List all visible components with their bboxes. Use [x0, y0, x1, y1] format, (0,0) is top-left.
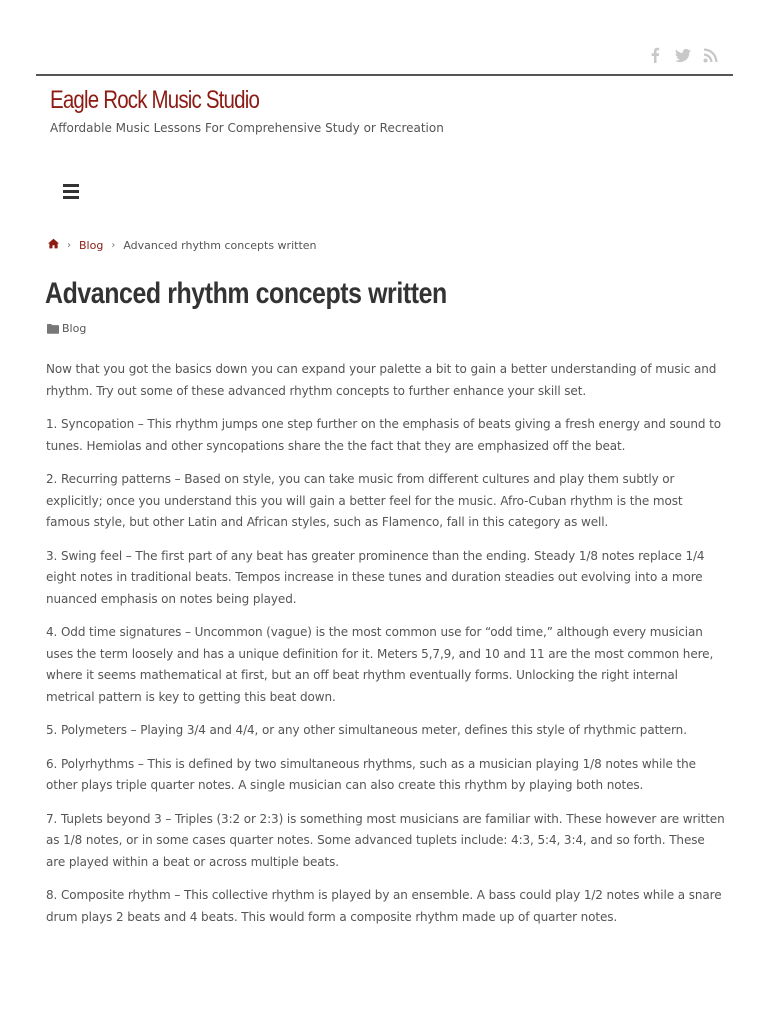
rss-icon[interactable]: [702, 46, 720, 64]
site-title[interactable]: Eagle Rock Music Studio: [50, 86, 260, 114]
hamburger-bar: [63, 190, 79, 193]
chevron-right-icon: ›: [111, 239, 116, 251]
hamburger-bar: [63, 184, 79, 187]
post-paragraph: Now that you got the basics down you can expand your palette a bit to gain a better understanding of music and rhythm. Try out some of these advanced rhythm concepts to further enhance your skill set.: [46, 362, 717, 398]
header-divider: [36, 74, 733, 76]
home-icon[interactable]: [48, 238, 59, 252]
post-paragraph: 8. Composite rhythm – This collective rhythm is played by an ensemble. A bass could play 1/2 notes while a snare drum plays 2 beats and 4 beats. This would form a composite rhythm made up of quarter notes.: [46, 888, 722, 924]
post-paragraph: 3. Swing feel – The first part of any beat has greater prominence than the ending. Steady 1/8 notes replace 1/4 eight notes in traditional beats. Tempos increase in these tunes and duration steadies out evolving into a more nuanced emphasis on notes being played.: [46, 548, 705, 606]
post-paragraph: 7. Tuplets beyond 3 – Triples (3:2 or 2:3) is something most musicians are familiar with. These however are written as 1/8 notes, or in some cases quarter notes. Some advanced tuplets include: 4:3, 5:4, 3:4, and so forth. These are played within a beat or across multiple beats.: [46, 811, 725, 869]
page-title: Advanced rhythm concepts written: [45, 277, 447, 310]
post-paragraph: 4. Odd time signatures – Uncommon (vague) is the most common use for “odd time,” although every musician uses the term loosely and has a unique definition for it. Meters 5,7,9, and 10 and 11 are the most common here, where it seems mathematical at first, but an off beat rhythm eventually forms. Unlocking the right internal metrical pattern is key to getting this beat down.: [46, 625, 714, 704]
twitter-icon[interactable]: [674, 46, 692, 64]
post-category: [47, 322, 86, 335]
menu-toggle-button[interactable]: [63, 184, 79, 200]
social-links: [646, 46, 720, 64]
hamburger-bar: [63, 196, 79, 199]
post-paragraph: 6. Polyrhythms – This is defined by two simultaneous rhythms, such as a musician playing 1/8 notes while the other plays triple quarter notes. A single musician can also create this rhythm by playing both notes.: [46, 756, 696, 792]
breadcrumb: [48, 238, 317, 252]
category-blog-link[interactable]: Blog: [62, 322, 87, 335]
facebook-icon[interactable]: [646, 46, 664, 64]
chevron-right-icon: ›: [67, 239, 71, 251]
post-paragraph: 2. Recurring patterns – Based on style, you can take music from different cultures and play them subtly or explicitly; once you understand this you will gain a better feel for the music. Afro-Cuban rhythm is the most famous style, but other Latin and African styles, such as Flamenco, fall in this category as well.: [46, 472, 683, 529]
breadcrumb-blog-link[interactable]: Blog: [79, 238, 104, 252]
folder-icon: [47, 323, 59, 334]
post-content: [46, 359, 726, 940]
site-tagline: Affordable Music Lessons For Comprehensive Study or Recreation: [50, 121, 444, 135]
post-paragraph: 1. Syncopation – This rhythm jumps one step further on the emphasis of beats giving a fresh energy and sound to tunes. Hemiolas and other syncopations share the the fact that they are emphasized off the beat.: [46, 417, 721, 453]
post-paragraph: 5. Polymeters – Playing 3/4 and 4/4, or any other simultaneous meter, defines this style of rhythmic pattern.: [46, 723, 687, 737]
breadcrumb-current: Advanced rhythm concepts written: [123, 238, 317, 252]
